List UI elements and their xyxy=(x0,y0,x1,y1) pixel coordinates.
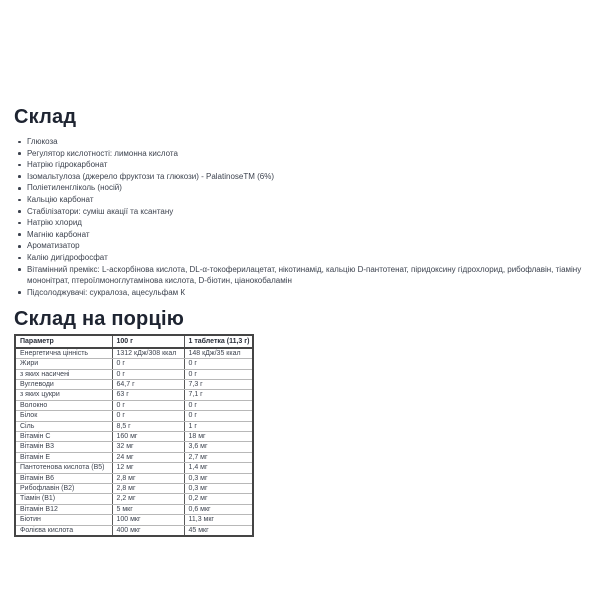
ingredient-list-item xyxy=(14,206,586,218)
ingredient-list-item xyxy=(14,252,586,264)
cell-per-100g: 5 мкг xyxy=(112,504,184,514)
table-row xyxy=(15,473,253,483)
table-row xyxy=(15,359,253,369)
cell-per-tablet: 0 г xyxy=(184,369,253,379)
ingredient-text: Калію дигідрофосфат xyxy=(27,252,108,262)
table-row xyxy=(15,452,253,462)
table-row xyxy=(15,379,253,389)
table-row xyxy=(15,515,253,525)
table-row xyxy=(15,400,253,410)
cell-per-100g: 0 г xyxy=(112,369,184,379)
cell-per-tablet: 45 мкг xyxy=(184,525,253,536)
ingredient-text: Ароматизатор xyxy=(27,241,80,251)
table-row xyxy=(15,421,253,431)
cell-per-tablet: 0,3 мг xyxy=(184,484,253,494)
cell-per-tablet: 0,3 мг xyxy=(184,473,253,483)
cell-parameter: Вуглеводи xyxy=(15,379,112,389)
table-row xyxy=(15,525,253,536)
cell-parameter: Фолієва кислота xyxy=(15,525,112,536)
bullet-icon xyxy=(18,257,21,260)
bullet-icon xyxy=(18,245,21,248)
cell-parameter: Білок xyxy=(15,411,112,421)
cell-parameter: Вітамін C xyxy=(15,431,112,441)
bullet-icon xyxy=(18,152,21,155)
ingredient-list-item xyxy=(14,136,586,148)
bullet-icon xyxy=(18,268,21,271)
ingredient-text: Натрію гідрокарбонат xyxy=(27,160,108,170)
ingredient-text: Кальцію карбонат xyxy=(27,194,94,204)
column-header-per-tablet: 1 таблетка (11,3 г) xyxy=(184,335,253,347)
cell-parameter: Волокно xyxy=(15,400,112,410)
cell-per-100g: 2,8 мг xyxy=(112,473,184,483)
ingredient-list-item xyxy=(14,287,586,299)
cell-per-tablet: 18 мг xyxy=(184,431,253,441)
cell-parameter: Енергетична цінність xyxy=(15,348,112,359)
cell-parameter: з яких насичені xyxy=(15,369,112,379)
column-header-per-100g: 100 г xyxy=(112,335,184,347)
cell-per-tablet: 0,2 мг xyxy=(184,494,253,504)
cell-per-tablet: 7,1 г xyxy=(184,390,253,400)
cell-parameter: Пантотенова кислота (B5) xyxy=(15,463,112,473)
cell-per-100g: 0 г xyxy=(112,411,184,421)
cell-per-100g: 32 мг xyxy=(112,442,184,452)
cell-per-100g: 2,2 мг xyxy=(112,494,184,504)
cell-per-tablet: 0 г xyxy=(184,359,253,369)
bullet-icon xyxy=(18,175,21,178)
ingredient-text: Стабілізатори: суміш акації та ксантану xyxy=(27,206,174,216)
cell-per-tablet: 11,3 мкг xyxy=(184,515,253,525)
bullet-icon xyxy=(18,291,21,294)
cell-per-100g: 12 мг xyxy=(112,463,184,473)
table-row xyxy=(15,369,253,379)
table-row xyxy=(15,411,253,421)
nutrition-table-header-row xyxy=(15,335,253,347)
bullet-icon xyxy=(18,222,21,225)
cell-per-tablet: 2,7 мг xyxy=(184,452,253,462)
ingredient-text: Поліетиленгліколь (носій) xyxy=(27,183,122,193)
bullet-icon xyxy=(18,141,21,144)
cell-per-100g: 63 г xyxy=(112,390,184,400)
ingredient-list-item xyxy=(14,229,586,241)
bullet-icon xyxy=(18,164,21,167)
cell-parameter: Сіль xyxy=(15,421,112,431)
table-row xyxy=(15,463,253,473)
cell-parameter: Вітамін E xyxy=(15,452,112,462)
cell-per-tablet: 0,6 мкг xyxy=(184,504,253,514)
ingredients-heading: Склад xyxy=(14,106,77,128)
ingredients-list xyxy=(14,136,586,298)
cell-per-tablet: 3,6 мг xyxy=(184,442,253,452)
cell-per-tablet: 0 г xyxy=(184,400,253,410)
table-row xyxy=(15,484,253,494)
ingredient-text: Регулятор кислотності: лимонна кислота xyxy=(27,148,178,158)
cell-per-100g: 0 г xyxy=(112,400,184,410)
cell-per-100g: 24 мг xyxy=(112,452,184,462)
cell-per-tablet: 1 г xyxy=(184,421,253,431)
per-serving-heading: Склад на порцію xyxy=(14,308,184,331)
nutrition-table-body xyxy=(15,348,253,536)
ingredient-text: Магнію карбонат xyxy=(27,229,90,239)
ingredient-list-item xyxy=(14,240,586,252)
ingredient-text: Вітамінний премікс: L-аскорбінова кислота, DL-α-токоферилацетат, нікотинамід, кальцію D-пантотенат, піридоксину гідрохлорид, рибофлавін, тіаміну мононітрат, птероїлмоноглутамінова кислота, D-біотин, ціанокобаламін xyxy=(27,264,582,286)
cell-per-100g: 400 мкг xyxy=(112,525,184,536)
cell-parameter: Вітамін B3 xyxy=(15,442,112,452)
ingredient-list-item xyxy=(14,264,586,287)
cell-parameter: Рибофлавін (B2) xyxy=(15,484,112,494)
cell-per-100g: 2,8 мг xyxy=(112,484,184,494)
table-row xyxy=(15,494,253,504)
ingredient-list-item xyxy=(14,171,586,183)
cell-per-100g: 8,5 г xyxy=(112,421,184,431)
table-row xyxy=(15,504,253,514)
cell-per-100g: 0 г xyxy=(112,359,184,369)
cell-parameter: Біотин xyxy=(15,515,112,525)
ingredient-text: Глюкоза xyxy=(27,137,58,146)
cell-parameter: Вітамін B12 xyxy=(15,504,112,514)
cell-parameter: Вітамін B6 xyxy=(15,473,112,483)
ingredient-text: Ізомальтулоза (джерело фруктози та глюкози) - PalatinoseTM (6%) xyxy=(27,171,275,181)
cell-per-100g: 64,7 г xyxy=(112,379,184,389)
bullet-icon xyxy=(18,187,21,190)
table-row xyxy=(15,348,253,359)
table-row xyxy=(15,442,253,452)
cell-per-100g: 1312 кДж/308 ккал xyxy=(112,348,184,359)
ingredient-text: Підсолоджувачі: сукралоза, ацесульфам К xyxy=(27,287,186,297)
ingredient-text: Натрію хлорид xyxy=(27,218,82,228)
bullet-icon xyxy=(18,199,21,202)
bullet-icon xyxy=(18,210,21,213)
cell-per-100g: 160 мг xyxy=(112,431,184,441)
cell-per-tablet: 148 кДж/35 ккал xyxy=(184,348,253,359)
cell-parameter: Жири xyxy=(15,359,112,369)
ingredient-list-item xyxy=(14,194,586,206)
ingredient-list-item xyxy=(14,148,586,160)
cell-per-tablet: 0 г xyxy=(184,411,253,421)
ingredient-list-item xyxy=(14,159,586,171)
cell-per-tablet: 1,4 мг xyxy=(184,463,253,473)
ingredient-list-item xyxy=(14,217,586,229)
table-row xyxy=(15,390,253,400)
cell-parameter: Тіамін (B1) xyxy=(15,494,112,504)
bullet-icon xyxy=(18,233,21,236)
column-header-parameter: Параметр xyxy=(15,335,112,347)
table-row xyxy=(15,431,253,441)
cell-parameter: з яких цукри xyxy=(15,390,112,400)
cell-per-tablet: 7,3 г xyxy=(184,379,253,389)
nutrition-table xyxy=(14,334,254,537)
cell-per-100g: 100 мкг xyxy=(112,515,184,525)
ingredient-list-item xyxy=(14,182,586,194)
